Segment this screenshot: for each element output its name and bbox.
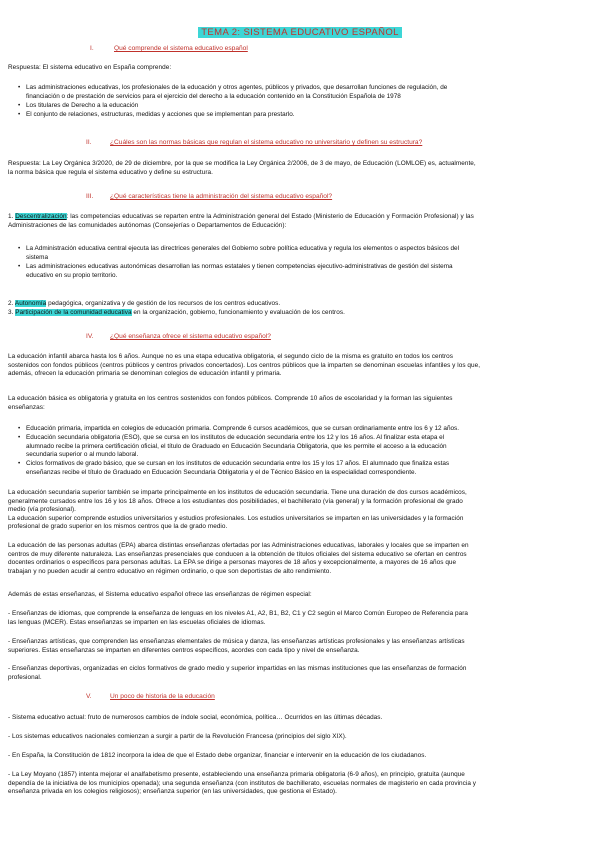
section-4-idiomas: - Enseñanzas de idiomas, que comprende la enseñanza de lenguas en los niveles A1, A2, B1, B2, C1 y C2 según el Marco Común Europeo de Referencia para las lenguas (MCER). Estas enseñanzas se imparten en las escuelas oficiales de idiomas. [8, 610, 469, 626]
history-item-3: - En España, la Constitución de 1812 incorpora la idea de que el Estado debe organizar, financiar e intervenir en la educación de los ciudadanos. [8, 752, 427, 759]
highlight-participacion: Participación de la comunidad educativa [15, 309, 132, 316]
section-3-bullet-1: • La Administración educativa central ejecuta las directrices generales del Gobierno sobre política educativa y regula los elementos o aspectos básicos del sistema [18, 245, 460, 261]
section-1-bullet-2: • Los titulares de Derecho a la educación [18, 102, 139, 109]
section-2-answer-line-1: Respuesta: La Ley Orgánica 3/2020, de 29 de diciembre, por la que se modifica la Ley Orgánica 2/2006, de 3 de mayo, de Educación (LOMLOE) es, actualmente, [8, 160, 476, 167]
section-3-point-1-line-2: Administraciones de las comunidades autónomas (Consejerías o Departamentos de Educación): [8, 222, 287, 229]
history-item-2: - Los sistemas educativos nacionales comienzan a surgir a partir de la Revolución Francesa (principios del siglo XIX). [8, 733, 347, 740]
section-1-bullet-1: • Las administraciones educativas, los profesionales de la educación y otros agentes, públicos y privados, que desarrollan funciones de regulación, de financiación o de prestación de servicios para el ejercicio del derecho a la educación contenido en la Constitución Española de 1978 [18, 84, 448, 100]
history-item-1: - Sistema educativo actual: fruto de numerosos cambios de índole social, económica, política… Ocurridos en las últimas décadas. [8, 714, 383, 721]
section-3-question: ¿Qué características tiene la administración del sistema educativo español? [110, 193, 333, 200]
section-1-bullet-3: • El conjunto de relaciones, estructuras, medidas y acciones que se implementan para prestarlo. [18, 111, 295, 118]
section-2-heading: II. ¿Cuáles son las normas básicas que regulan el sistema educativo no universitario y definen su estructura? [86, 139, 423, 146]
section-5-heading: V. Un poco de historia de la educación [86, 693, 215, 700]
section-1-heading: I. Qué comprende el sistema educativo español [90, 45, 248, 52]
section-4-bullet-eso: • Educación secundaria obligatoria (ESO), que se cursa en los institutos de educación secundaria entre los 12 y los 16 años. Al finalizar esta etapa el alumnado recibe la primera certificación oficial, el título de Graduado en Educación Secundaria Obligatoria, que les permite el acceso a la educación secundaria superior o al mundo laboral. [18, 434, 447, 459]
highlight-descentralizacion: Descentralización [15, 213, 67, 220]
section-4-paragraph-2: La educación básica es obligatoria y gratuita en los centros sostenidos con fondos públicos. Comprende 10 años de escolaridad y la forman las siguientes enseñanzas: [8, 395, 453, 411]
section-2-question: ¿Cuáles son las normas básicas que regulan el sistema educativo no universitario y definen su estructura? [110, 139, 423, 146]
section-4-paragraph-1: La educación infantil abarca hasta los 6 años. Aunque no es una etapa educativa obligatoria, el segundo ciclo de la misma es gratuito en todos los centros sostenidos con fondos públicos (centros públicos y centros privados concertados). Los centros públicos que la imparten se denominan escuelas infantiles y los que, además, ofrecen la educación primaria se denominan colegios de educación infantil y primaria. [8, 353, 481, 378]
section-3-point-3: 3. Participación de la comunidad educativa en la organización, gobierno, funcionamiento y evaluación de los centros. [8, 309, 345, 316]
section-1-question: Qué comprende el sistema educativo español [114, 45, 248, 52]
section-4-bullet-primaria: • Educación primaria, impartida en colegios de educación primaria. Comprende 6 cursos académicos, que se cursan ordinariamente entre los 6 y 12 años. [18, 425, 460, 432]
section-3-heading: III. ¿Qué características tiene la administración del sistema educativo español? [86, 193, 333, 200]
section-3-bullet-2: • Las administraciones educativas autonómicas desarrollan las normas estatales y tienen competencias ejecutivo-administrativas de gestión del sistema educativo en su propio territorio. [18, 263, 453, 279]
section-2-answer-line-2: la norma básica que regula el sistema educativo y define su estructura. [8, 169, 213, 176]
section-4-artisticas: - Enseñanzas artísticas, que comprenden las enseñanzas elementales de música y danza, las enseñanzas artísticas profesionales y las enseñanzas artísticas superiores. Estas enseñanzas se imparten en diferentes centros específicos, acordes con cada tipo y nivel de enseñanza. [8, 638, 465, 654]
section-4-paragraph-4: La educación de las personas adultas (EPA) abarca distintas enseñanzas ofertadas por las Administraciones educativas, laborales y locales que se imparten en centros de muy diferente naturaleza. Las enseñanzas presenciales que conducen a la obtención de títulos oficiales del sistema educativo se ofertan en centros docentes ordinarios o específicos para personas adultas. La EPA se dirige a personas mayores de 18 años y excepcionalmente, a mayores de 16 años que trabajan y no pueden acudir al centro educativo en régimen ordinario, o que son deportistas de alto rendimiento. [8, 542, 469, 575]
section-4-paragraph-3: La educación secundaria superior también se imparte principalmente en los institutos de educación secundaria. Tiene una duración de dos cursos académicos, generalmente cursados entre los 16 y los 18 años. Ofrece a los estudiantes dos posibilidades, el bachillerato (vía general) y la formación profesional de grado medio (vía profesional). La educación superior comprende estudios universitarios y estudios profesionales. Los estudios universitarios se imparten en las universidades y la formación profesional de grado superior en los mismos centros que la de grado medio. [8, 489, 467, 531]
section-4-heading: IV. ¿Qué enseñanza ofrece el sistema educativo español? [86, 333, 271, 340]
history-item-4: - La Ley Moyano (1857) intenta mejorar el analfabetismo presente, estableciendo una enseñanza primaria obligatoria (6-9 años), en principio, gratuita (aunque dependía de la iniciativa de los municipios openada); una segunda enseñanza (con institutos de bachillerato, escuelas normales de magisterio en cada provincia y enseñanza privada en los colegios religiosos); enseñanza superior (en las universidades, que gestiona el Estado). [8, 771, 477, 796]
highlight-autonomia: Autonomía [14, 300, 47, 307]
section-4-paragraph-5: Además de estas enseñanzas, el Sistema educativo español ofrece las enseñanzas de régimen especial: [8, 591, 312, 598]
section-4-bullet-ciclos: • Ciclos formativos de grado básico, que se cursan en los institutos de educación secundaria entre los 15 y los 17 años. El alumnado que finaliza estas enseñanzas recibe el título de Graduado en Educación Secundaria Obligatoria y el de Técnico Básico en la especialidad correspondiente. [18, 460, 450, 476]
section-1-answer: Respuesta: El sistema educativo en España comprende: [8, 64, 172, 71]
section-3-point-2: 2. Autonomía pedagógica, organizativa y de gestión de los recursos de los centros educativos. [8, 300, 281, 307]
document-title [0, 22, 600, 40]
section-4-question: ¿Qué enseñanza ofrece el sistema educativo español? [110, 333, 271, 340]
section-3-point-1-line-1: 1. Descentralización: las competencias educativas se reparten entre la Administración general del Estado (Ministerio de Educación y Formación Profesional) y las [8, 213, 474, 220]
section-5-question: Un poco de historia de la educación [110, 693, 215, 700]
section-4-deportivas: - Enseñanzas deportivas, organizadas en ciclos formativos de grado medio y superior impartidas en las mismas instituciones que las enseñanzas de formación profesional. [8, 665, 467, 681]
title-text: TEMA 2: SISTEMA EDUCATIVO ESPAÑOL [198, 27, 402, 38]
